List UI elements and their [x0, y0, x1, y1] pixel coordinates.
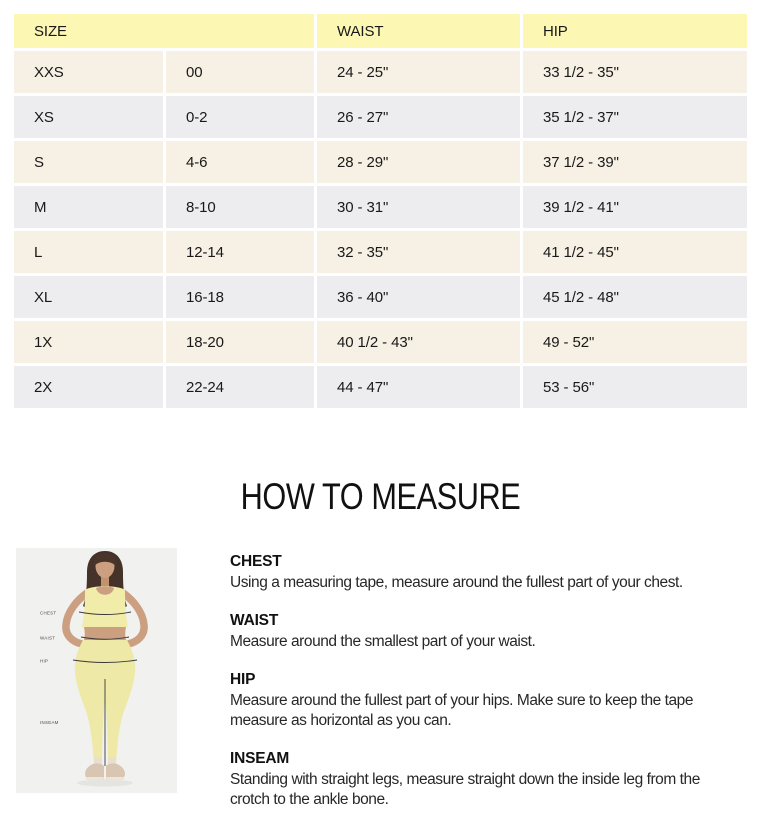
how-to-measure-section: [16, 548, 748, 829]
hip-cell: 39 1/2 - 41": [523, 186, 747, 228]
hip-cell: 37 1/2 - 39": [523, 141, 747, 183]
model-figure-illustration: [16, 548, 177, 793]
figure-label-hip: HIP: [40, 658, 49, 664]
size-cell: M: [14, 186, 163, 228]
size-chart-table: [14, 14, 748, 408]
instruction-waist-label: WAIST: [230, 612, 279, 629]
waist-cell: 24 - 25": [317, 51, 520, 93]
waist-cell: 32 - 35": [317, 231, 520, 273]
column-header-waist: WAIST: [317, 14, 520, 48]
instruction-hip-text: Measure around the fullest part of your hips. Make sure to keep the tape measure as horizontal as you can.: [230, 692, 694, 729]
size-cell: XS: [14, 96, 163, 138]
waist-cell: 30 - 31": [317, 186, 520, 228]
instruction-hip-label: HIP: [230, 671, 256, 688]
instruction-chest-label: CHEST: [230, 553, 282, 570]
instruction-hip: [230, 671, 740, 731]
waist-cell: 36 - 40": [317, 276, 520, 318]
instruction-inseam-text: Standing with straight legs, measure straight down the inside leg from the crotch to the ankle bone.: [230, 771, 700, 808]
numeric-size-cell: 18-20: [166, 321, 314, 363]
size-cell: L: [14, 231, 163, 273]
waist-cell: 40 1/2 - 43": [317, 321, 520, 363]
instruction-waist-text: Measure around the smallest part of your waist.: [230, 633, 536, 650]
instruction-inseam-label: INSEAM: [230, 750, 290, 767]
instruction-waist: [230, 612, 740, 652]
column-header-size: SIZE: [14, 14, 314, 48]
numeric-size-cell: 12-14: [166, 231, 314, 273]
waist-cell: 44 - 47": [317, 366, 520, 408]
figure-label-waist: WAIST: [40, 635, 56, 641]
hip-cell: 41 1/2 - 45": [523, 231, 747, 273]
instruction-chest: [230, 553, 740, 593]
numeric-size-cell: 4-6: [166, 141, 314, 183]
hip-cell: 49 - 52": [523, 321, 747, 363]
figure-label-chest: CHEST: [40, 610, 57, 616]
hip-cell: 33 1/2 - 35": [523, 51, 747, 93]
size-cell: XL: [14, 276, 163, 318]
numeric-size-cell: 16-18: [166, 276, 314, 318]
measurement-model-image: [16, 548, 177, 793]
waist-cell: 26 - 27": [317, 96, 520, 138]
numeric-size-cell: 22-24: [166, 366, 314, 408]
waist-cell: 28 - 29": [317, 141, 520, 183]
instruction-chest-text: Using a measuring tape, measure around the fullest part of your chest.: [230, 574, 683, 591]
how-to-measure-title: HOW TO MEASURE: [241, 476, 521, 517]
hip-cell: 35 1/2 - 37": [523, 96, 747, 138]
instruction-inseam: [230, 750, 740, 810]
hip-cell: 45 1/2 - 48": [523, 276, 747, 318]
measure-instructions: [230, 548, 740, 829]
size-cell: 2X: [14, 366, 163, 408]
numeric-size-cell: 8-10: [166, 186, 314, 228]
column-header-hip: HIP: [523, 14, 747, 48]
numeric-size-cell: 00: [166, 51, 314, 93]
figure-label-inseam: INSEAM: [40, 720, 59, 725]
size-cell: 1X: [14, 321, 163, 363]
size-cell: S: [14, 141, 163, 183]
size-cell: XXS: [14, 51, 163, 93]
hip-cell: 53 - 56": [523, 366, 747, 408]
numeric-size-cell: 0-2: [166, 96, 314, 138]
